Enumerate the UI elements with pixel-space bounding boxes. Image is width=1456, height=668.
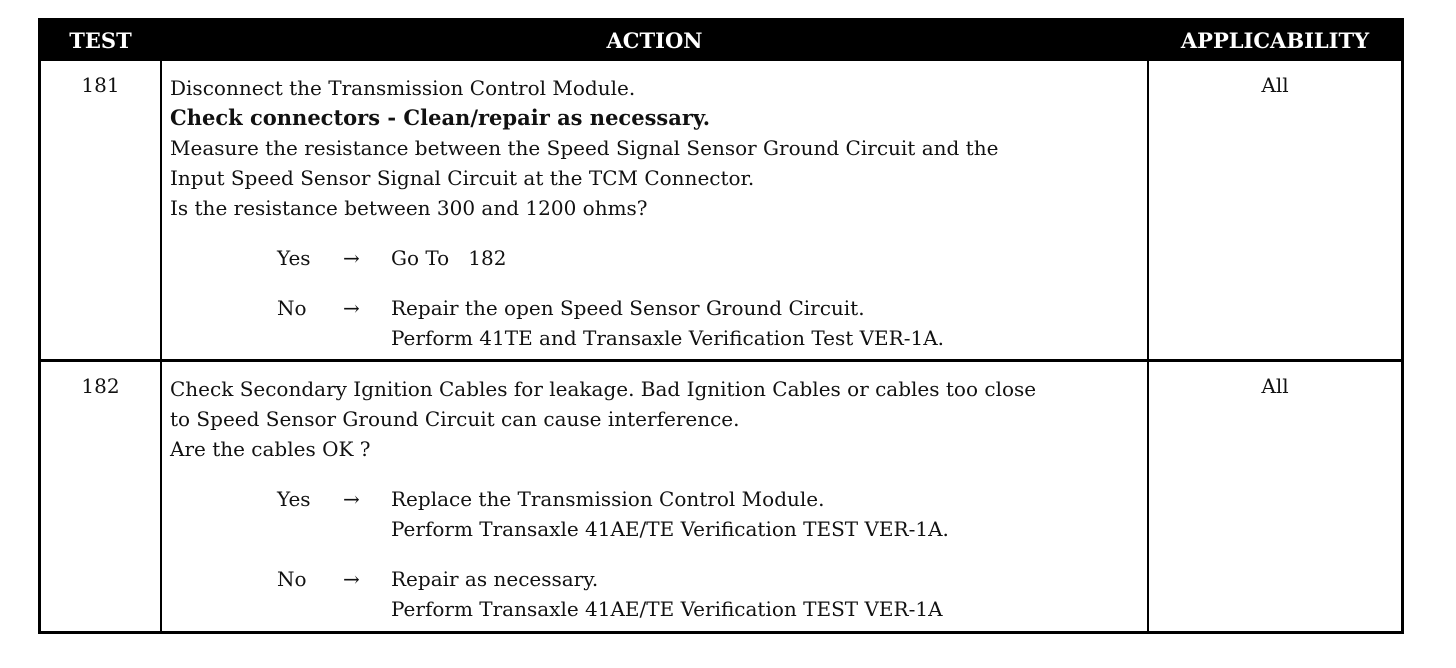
option-yes bbox=[170, 484, 1150, 514]
option-text: Perform Transaxle 41AE/TE Verification TEST VER-1A. bbox=[391, 517, 949, 541]
right-arrow-icon: → bbox=[343, 487, 360, 511]
option-no bbox=[170, 293, 1150, 323]
option-no-continued bbox=[170, 323, 1150, 353]
action-line: Are the cables OK ? bbox=[170, 437, 371, 461]
option-label: No bbox=[277, 567, 307, 591]
header-test: TEST bbox=[69, 28, 132, 53]
action-line: to Speed Sensor Ground Circuit can cause interference. bbox=[170, 407, 740, 431]
option-text: Perform Transaxle 41AE/TE Verification TEST VER-1A bbox=[391, 597, 943, 621]
option-text: Perform 41TE and Transaxle Verification Test VER-1A. bbox=[391, 326, 944, 350]
action-182 bbox=[170, 374, 1150, 624]
applicability-182: All bbox=[1261, 374, 1289, 398]
action-line: Is the resistance between 300 and 1200 ohms? bbox=[170, 196, 648, 220]
option-text: Replace the Transmission Control Module. bbox=[391, 487, 825, 511]
option-text: Repair as necessary. bbox=[391, 567, 599, 591]
option-label: Yes bbox=[277, 487, 311, 511]
option-text: Repair the open Speed Sensor Ground Circuit. bbox=[391, 296, 865, 320]
action-line: Measure the resistance between the Speed Signal Sensor Ground Circuit and the bbox=[170, 136, 999, 160]
column-divider bbox=[160, 61, 162, 631]
action-181 bbox=[170, 73, 1150, 353]
applicability-181: All bbox=[1261, 73, 1289, 97]
row-divider bbox=[41, 359, 1401, 362]
option-no bbox=[170, 564, 1150, 594]
header-action: ACTION bbox=[606, 28, 703, 53]
option-yes-continued bbox=[170, 514, 1150, 544]
action-line: Input Speed Sensor Signal Circuit at the TCM Connector. bbox=[170, 166, 755, 190]
option-label: Yes bbox=[277, 246, 311, 270]
test-number-182: 182 bbox=[81, 374, 120, 398]
option-text: Go To 182 bbox=[391, 246, 507, 270]
test-number-181: 181 bbox=[81, 73, 120, 97]
action-line: Disconnect the Transmission Control Module. bbox=[170, 76, 636, 100]
right-arrow-icon: → bbox=[343, 246, 360, 270]
option-label: No bbox=[277, 296, 307, 320]
header-applicability: APPLICABILITY bbox=[1180, 28, 1370, 53]
action-line: Check Secondary Ignition Cables for leakage. Bad Ignition Cables or cables too close bbox=[170, 377, 1037, 401]
table-header bbox=[41, 21, 1401, 61]
right-arrow-icon: → bbox=[343, 567, 360, 591]
right-arrow-icon: → bbox=[343, 296, 360, 320]
action-line-bold: Check connectors - Clean/repair as necessary. bbox=[170, 105, 711, 130]
diagnostic-table bbox=[38, 18, 1404, 634]
option-yes bbox=[170, 243, 1150, 273]
option-no-continued bbox=[170, 594, 1150, 624]
